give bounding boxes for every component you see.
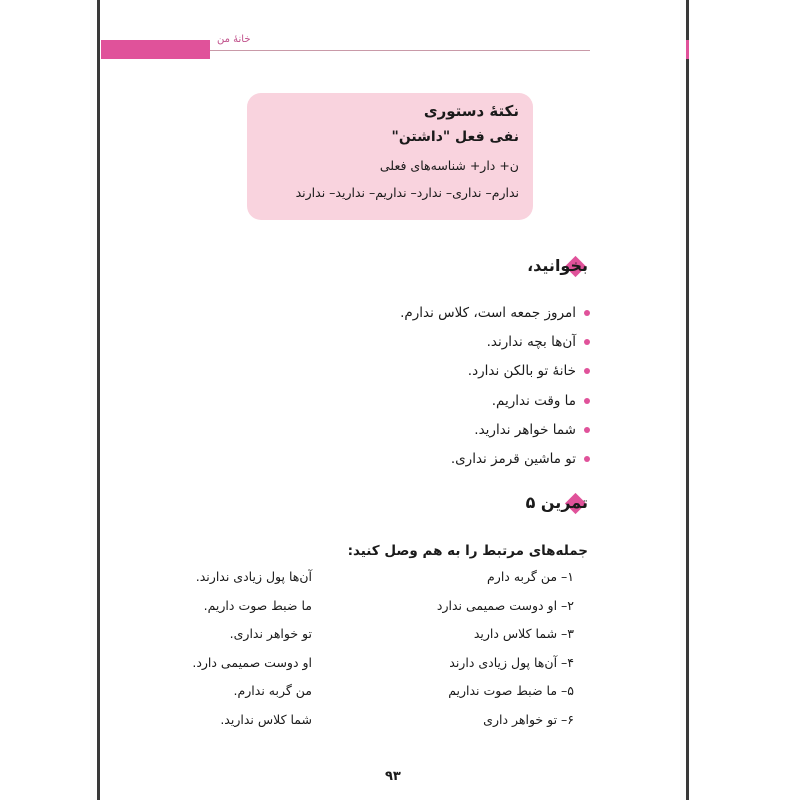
list-item: شما کلاس ندارید. bbox=[220, 711, 312, 727]
page-edge-right bbox=[686, 0, 689, 800]
list-item: ۳– شما کلاس دارید bbox=[473, 626, 574, 642]
bullet-dot-icon bbox=[584, 339, 590, 345]
running-header-title: خانهٔ من bbox=[217, 34, 251, 45]
list-item: ۶– تو خواهر داری bbox=[483, 711, 574, 727]
grammar-note-box bbox=[247, 93, 533, 220]
read-section-title: بخوانید، bbox=[527, 256, 588, 275]
bullet-dot-icon bbox=[584, 368, 590, 374]
header-rule bbox=[210, 50, 590, 51]
list-item: تو خواهر نداری. bbox=[229, 626, 312, 642]
list-item: ۱– من گربه دارم bbox=[487, 569, 574, 584]
grammar-note-conjugation: ندارم– نداری– ندارد– نداریم– ندارید– ندارند bbox=[295, 185, 519, 200]
list-item: تو ماشین قرمز نداری. bbox=[230, 451, 590, 480]
grammar-note-heading: نکتهٔ دستوری bbox=[423, 102, 519, 120]
list-item: ۴– آن‌ها پول زیادی دارند bbox=[449, 654, 574, 670]
list-item: ۲– او دوست صمیمی ندارد bbox=[436, 597, 574, 613]
bullet-dot-icon bbox=[584, 427, 590, 433]
list-item: شما خواهر ندارید. bbox=[230, 422, 590, 451]
exercise-right-column bbox=[437, 569, 574, 741]
list-item: خانهٔ تو بالکن ندارد. bbox=[230, 363, 590, 392]
header-accent-tab bbox=[686, 40, 689, 59]
bullet-dot-icon bbox=[584, 456, 590, 462]
page-edge-left bbox=[97, 0, 100, 800]
list-item: ما ضبط صوت داریم. bbox=[203, 597, 312, 613]
bullet-dot-icon bbox=[584, 310, 590, 316]
exercise-left-column bbox=[192, 569, 312, 741]
list-item: آن‌ها بچه ندارند. bbox=[230, 334, 590, 363]
exercise-title: تمرین ۵ bbox=[525, 493, 588, 512]
exercise-instruction: جمله‌های مرتبط را به هم وصل کنید: bbox=[347, 543, 588, 559]
list-item: آن‌ها پول زیادی ندارند. bbox=[195, 569, 312, 584]
grammar-note-formula: ن+ دار+ شناسه‌های فعلی bbox=[379, 158, 519, 173]
read-sentence-list bbox=[230, 305, 590, 480]
list-item: امروز جمعه است، کلاس ندارم. bbox=[230, 305, 590, 334]
list-item: ۵– ما ضبط صوت نداریم bbox=[448, 683, 574, 699]
bullet-dot-icon bbox=[584, 398, 590, 404]
page-number: ۹۳ bbox=[385, 769, 401, 784]
grammar-note-verb: نفی فعل "داشتن" bbox=[391, 129, 519, 145]
header-accent-bar bbox=[101, 40, 210, 59]
list-item: او دوست صمیمی دارد. bbox=[192, 654, 312, 670]
list-item: ما وقت نداریم. bbox=[230, 393, 590, 422]
list-item: من گربه ندارم. bbox=[233, 683, 312, 699]
